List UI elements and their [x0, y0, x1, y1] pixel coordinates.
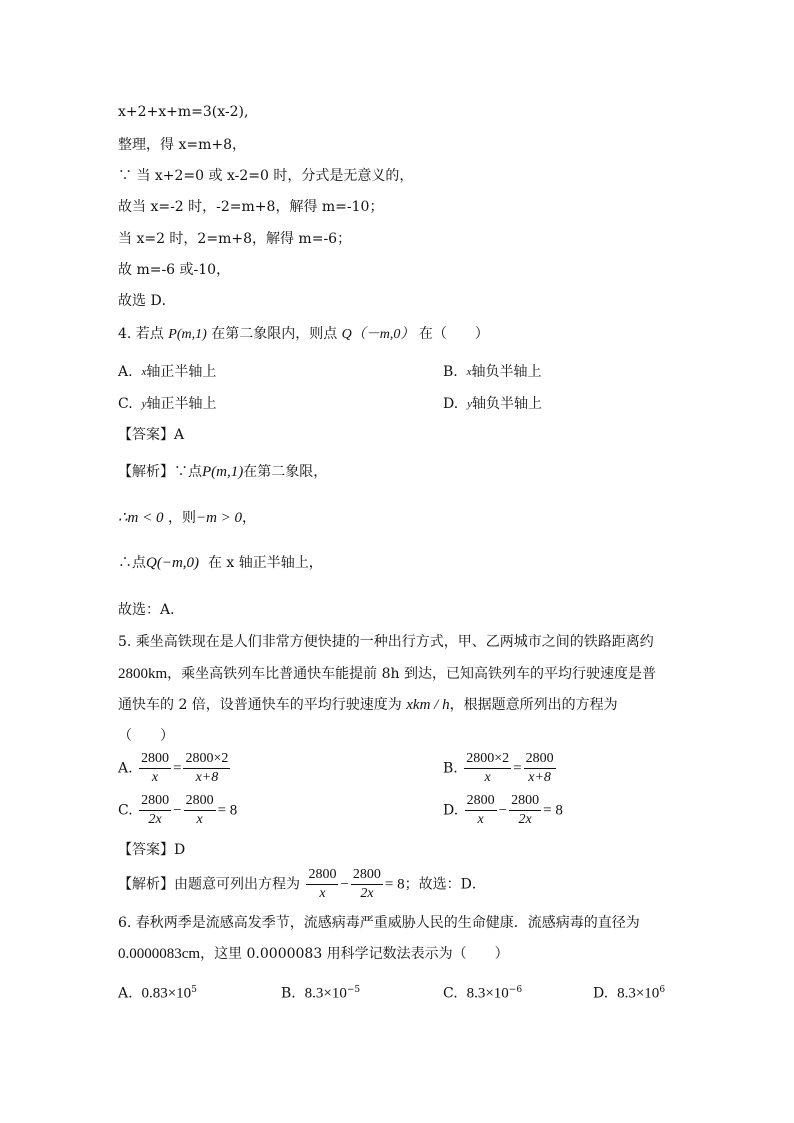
- answer-label: 【答案】: [118, 427, 174, 443]
- stem-text: 通快车的 2 倍，设普通快车的平均行驶速度为: [118, 697, 402, 713]
- option-letter: D.: [593, 985, 609, 1002]
- analysis-text: ∵点: [174, 464, 202, 480]
- q5-paren: （ ）: [118, 728, 174, 744]
- fraction: $\frac{2800\times 2}{x+8}$: [185, 751, 229, 785]
- q5-stem-line-1: 5. 乘坐高铁现在是人们非常方便快捷的一种出行方式，甲、乙两城市之间的铁路距离约: [118, 634, 654, 650]
- option-letter: D.: [443, 396, 459, 412]
- analysis-label: 【解析】: [118, 876, 174, 893]
- q5-option-d: D. $\frac{2800}{x}$ − $\frac{2800}{2x}$ = 8: [443, 793, 563, 827]
- solution-line-1: x+2+x+m=3(x-2),: [118, 104, 249, 120]
- option-letter: A.: [118, 760, 133, 777]
- solution-line-5: 当 x=2 时，2=m+8，解得 m=-6；: [118, 231, 352, 247]
- fraction: $\frac{2800}{x}$: [185, 793, 214, 827]
- q6-stem-line-1: 6. 春秋两季是流感高发季节，流感病毒严重威胁人民的生命健康．流感病毒的直径为: [118, 915, 640, 931]
- option-letter: D.: [443, 802, 459, 819]
- option-letter: B.: [443, 364, 458, 380]
- q6-option-b: B. $8.3\times 10^{-5}$: [281, 985, 361, 1002]
- math-expression: 2800km: [118, 666, 168, 682]
- option-text: 轴正半轴上: [146, 364, 217, 380]
- answer-label: 【答案】: [118, 842, 174, 858]
- q4-option-b: [443, 362, 542, 382]
- option-letter: A.: [118, 985, 133, 1002]
- q4-point-p: P(m,1): [168, 327, 207, 342]
- q6-option-d: D. $8.3\times 10^6$: [593, 985, 666, 1002]
- math-expression: 0.0000083cm: [118, 946, 201, 962]
- stem-text: ，乘坐高铁列车比普通快车能提前 8h 到达，已知高铁列车的平均行驶速度是普: [167, 666, 656, 682]
- solution-line-4: 故当 x=-2 时，-2=m+8，解得 m=-10；: [118, 199, 384, 215]
- q6-option-c: C. $8.3\times 10^{-6}$: [443, 985, 523, 1002]
- analysis-text: 在第二象限，: [243, 464, 328, 480]
- answer-value: A: [174, 427, 185, 443]
- q6-option-a: A. $0.83\times 10^5$: [118, 985, 197, 1002]
- q4-analysis-line-3: [118, 553, 323, 573]
- option-letter: C.: [118, 802, 133, 819]
- math-expression: −m > 0: [195, 510, 243, 526]
- analysis-text: 由题意可列出方程为: [174, 876, 300, 893]
- fraction: $\frac{2800}{2x}$: [352, 867, 381, 901]
- question-4-stem: [118, 324, 489, 345]
- q4-option-d: [443, 394, 542, 414]
- option-letter: C.: [118, 396, 133, 412]
- fraction: $\frac{2800}{x}$: [466, 793, 495, 827]
- fraction: $\frac{2800}{2x}$: [511, 793, 540, 827]
- math-expression: Q(−m,0): [146, 555, 200, 571]
- q4-stem-a: 4. 若点: [118, 326, 164, 342]
- analysis-text: ；故选：D．: [404, 876, 486, 893]
- q5-option-a: A. $\frac{2800}{x}$ = $\frac{2800\times 2}{x+8}$: [118, 751, 229, 785]
- fraction: $\frac{2800}{x}$: [308, 867, 337, 901]
- q5-option-c: C. $\frac{2800}{2x}$ − $\frac{2800}{x}$ = 8: [118, 793, 238, 827]
- q4-option-a: [118, 362, 216, 382]
- q4-point-q: Q（－m,0）: [341, 327, 415, 342]
- fraction: $\frac{2800}{x}$: [141, 751, 170, 785]
- q4-stem-b: 在第二象限内，则点: [211, 326, 338, 342]
- q6-stem-line-2: [118, 944, 509, 964]
- option-letter: B.: [281, 985, 296, 1002]
- analysis-text: ，: [242, 510, 257, 526]
- analysis-text: ，则: [167, 510, 196, 526]
- q5-analysis: 【解析】由题意可列出方程为 $\frac{2800}{x}$ − $\frac{2800}{2x}$ = 8；故选：D．: [118, 867, 486, 901]
- option-letter: C.: [443, 985, 458, 1002]
- answer-value: D: [174, 842, 186, 858]
- analysis-text: 在 x 轴正半轴上，: [207, 555, 323, 571]
- option-var: y: [467, 398, 472, 410]
- option-var: x: [466, 366, 472, 378]
- option-letter: B.: [443, 760, 458, 777]
- stem-text: ，这里 0.0000083 用科学记数法表示为（ ）: [200, 946, 509, 962]
- q5-answer: [118, 840, 185, 860]
- analysis-label: 【解析】: [118, 464, 174, 480]
- math-expression: P(m,1): [202, 464, 244, 480]
- option-text: 轴负半轴上: [471, 396, 542, 412]
- option-text: 轴负半轴上: [471, 364, 542, 380]
- option-letter: A.: [118, 364, 133, 380]
- q4-analysis-line-1: [118, 462, 327, 482]
- math-expression: ∴m < 0: [118, 510, 164, 526]
- option-text: 轴正半轴上: [146, 396, 217, 412]
- math-expression: xkm / h: [406, 697, 450, 713]
- solution-line-2: 整理，得 x=m+8，: [118, 137, 246, 153]
- q5-stem-line-2: [118, 664, 656, 684]
- q4-answer: [118, 425, 184, 445]
- q4-option-c: [118, 394, 216, 414]
- fraction: $\frac{2800\times 2}{x}$: [466, 751, 510, 785]
- solution-line-3: ∵ 当 x+2=0 或 x-2=0 时，分式是无意义的，: [118, 168, 414, 184]
- fraction: $\frac{2800}{2x}$: [141, 793, 170, 827]
- solution-line-6: 故 m=-6 或-10，: [118, 262, 231, 278]
- analysis-text: ∴点: [118, 555, 146, 571]
- stem-text: ，根据题意所列出的方程为: [449, 697, 618, 713]
- fraction: $\frac{2800}{x+8}$: [525, 751, 554, 785]
- q4-stem-c: 在（ ）: [418, 326, 489, 342]
- q5-stem-line-3: [118, 695, 618, 715]
- q5-option-b: B. $\frac{2800\times 2}{x}$ = $\frac{2800}{x+8}$: [443, 751, 554, 785]
- option-var: x: [141, 366, 147, 378]
- option-var: y: [141, 398, 147, 410]
- q4-analysis-line-2: [118, 508, 256, 528]
- solution-line-7: 故选 D．: [118, 293, 176, 309]
- q4-conclusion: 故选：A．: [118, 602, 185, 618]
